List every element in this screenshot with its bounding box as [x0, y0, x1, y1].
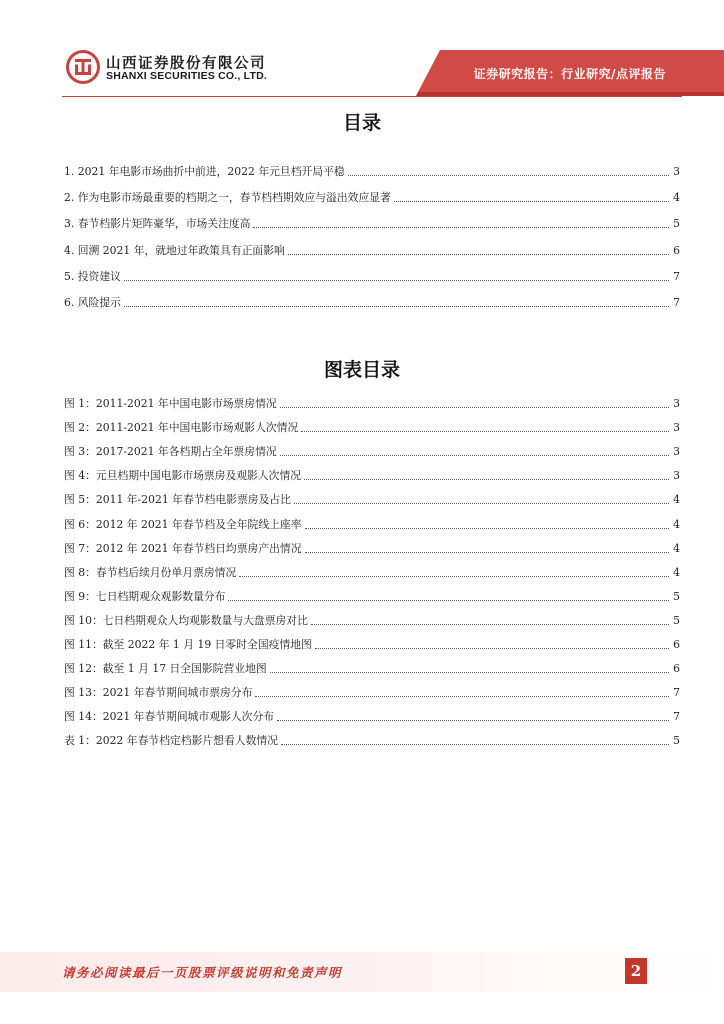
figure-index-entry-label: 图 14：2021 年春节期间城市观影人次分布 — [64, 710, 275, 724]
toc-entry-page: 7 — [673, 269, 680, 283]
dot-leader — [304, 479, 669, 480]
figure-index-entry[interactable] — [64, 636, 680, 652]
dot-leader — [124, 280, 669, 281]
figure-index-entry-label: 图 12：截至 1 月 17 日全国影院营业地图 — [64, 662, 267, 676]
figure-index-entry[interactable] — [64, 540, 680, 556]
toc-entry[interactable] — [64, 242, 680, 258]
report-header — [0, 0, 724, 100]
toc-entry-page: 3 — [673, 165, 680, 178]
figure-index-entry-label: 图 13：2021 年春节期间城市票房分布 — [64, 686, 253, 700]
figure-index-entry-page: 5 — [673, 613, 680, 627]
dot-leader — [348, 175, 669, 176]
figure-index-entry-page: 3 — [673, 469, 680, 483]
toc-entry-page: 6 — [673, 243, 680, 257]
toc-entry-page: 4 — [673, 191, 680, 205]
dot-leader — [277, 720, 669, 721]
figure-index-entry-page: 7 — [673, 710, 680, 724]
dot-leader — [281, 744, 669, 745]
figure-index-entry-page: 6 — [673, 638, 680, 651]
figure-index-entry-page: 4 — [673, 493, 680, 507]
figure-index-entry-page: 3 — [673, 421, 680, 435]
dot-leader — [288, 254, 669, 255]
figure-index-entry-page: 4 — [673, 565, 680, 579]
header-divider — [62, 96, 682, 97]
company-name-en: SHANXI SECURITIES CO., LTD. — [106, 70, 267, 82]
figure-index-entry[interactable] — [64, 443, 680, 459]
toc-entry-label: 4. 回溯 2021 年，就地过年政策具有正面影响 — [64, 243, 285, 257]
figure-index-entry[interactable] — [64, 612, 680, 628]
toc-entry-label: 3. 春节档影片矩阵豪华，市场关注度高 — [64, 217, 251, 231]
figure-index-entry[interactable] — [64, 516, 680, 532]
dot-leader — [315, 648, 669, 649]
figure-index-entry[interactable] — [64, 684, 680, 700]
dot-leader — [394, 201, 669, 202]
dot-leader — [305, 552, 669, 553]
figure-index-entry[interactable] — [64, 491, 680, 507]
figure-index-entry-label: 图 9：七日档期观众观影数量分布 — [64, 589, 226, 603]
toc-entry[interactable] — [64, 189, 680, 205]
toc-entry[interactable] — [64, 163, 680, 179]
dot-leader — [301, 431, 669, 432]
report-type-label: 证券研究报告：行业研究/点评报告 — [473, 67, 666, 81]
figure-index-title: 图表目录 — [323, 359, 400, 381]
figure-index-entry-label: 图 3：2017-2021 年各档期占全年票房情况 — [64, 445, 277, 459]
toc-entry-label: 1. 2021 年电影市场曲折中前进，2022 年元旦档开局平稳 — [64, 165, 345, 178]
toc-entry-label: 2. 作为电影市场最重要的档期之一，春节档档期效应与溢出效应显著 — [64, 191, 391, 205]
toc-entry-page: 7 — [673, 296, 680, 309]
dot-leader — [305, 528, 669, 529]
figure-index-entry-page: 4 — [673, 541, 680, 555]
figure-index-entry-page: 3 — [673, 397, 680, 410]
figure-index-entry-page: 5 — [673, 734, 680, 748]
figure-index-entry[interactable] — [64, 419, 680, 435]
figure-index-entry-page: 4 — [673, 517, 680, 531]
toc-entry-label: 5. 投资建议 — [64, 269, 121, 283]
figure-index-entry-page: 7 — [673, 686, 680, 700]
dot-leader — [270, 672, 669, 673]
figure-index-entry-label: 表 1：2022 年春节档定档影片想看人数情况 — [64, 734, 278, 748]
figure-index-entry[interactable] — [64, 395, 680, 411]
figure-index-entry[interactable] — [64, 708, 680, 724]
dot-leader — [239, 576, 669, 577]
toc-entry[interactable] — [64, 294, 680, 310]
dot-leader — [255, 696, 669, 697]
figure-index-entry-label: 图 4：元旦档期中国电影市场票房及观影人次情况 — [64, 469, 302, 483]
footer-disclaimer: 请务必阅读最后一页股票评级说明和免责声明 — [62, 965, 343, 980]
figure-index-entry-label: 图 8：春节档后续月份单月票房情况 — [64, 565, 237, 579]
dot-leader — [311, 624, 669, 625]
dot-leader — [124, 306, 669, 307]
header-banner — [0, 0, 724, 100]
dot-leader — [253, 227, 669, 228]
figure-index-entry-label: 图 10：七日档期观众人均观影数量与大盘票房对比 — [64, 613, 308, 627]
company-logo-icon — [66, 50, 100, 84]
figure-index-entry-label: 图 1：2011-2021 年中国电影市场票房情况 — [64, 397, 277, 410]
figure-index-entry-label: 图 11：截至 2022 年 1 月 19 日零时全国疫情地图 — [64, 638, 312, 651]
figure-index-entry-page: 6 — [673, 662, 680, 676]
figure-index-entry-label: 图 5：2011 年-2021 年春节档电影票房及占比 — [64, 493, 291, 507]
figure-index-entry-label: 图 6：2012 年 2021 年春节档及全年院线上座率 — [64, 517, 302, 531]
figure-index-entry-page: 3 — [673, 445, 680, 459]
figure-index-entry[interactable] — [64, 732, 680, 748]
figure-index-entry-label: 图 2：2011-2021 年中国电影市场观影人次情况 — [64, 421, 299, 435]
company-name-cn: 山西证券股份有限公司 — [106, 56, 266, 72]
dot-leader — [294, 503, 669, 504]
figure-index-entry[interactable] — [64, 564, 680, 580]
figure-index-entry-label: 图 7：2012 年 2021 年春节档日均票房产出情况 — [64, 541, 302, 555]
figure-index-entry[interactable] — [64, 588, 680, 604]
toc-title: 目录 — [342, 112, 381, 134]
toc-entry[interactable] — [64, 215, 680, 231]
toc-entry-label: 6. 风险提示 — [64, 296, 121, 309]
toc-entry[interactable] — [64, 268, 680, 284]
figure-index-entry[interactable] — [64, 660, 680, 676]
toc-entry-page: 5 — [673, 217, 680, 231]
dot-leader — [280, 455, 669, 456]
dot-leader — [280, 407, 669, 408]
figure-index-entry-page: 5 — [673, 589, 680, 603]
figure-index-entry[interactable] — [64, 467, 680, 483]
dot-leader — [228, 600, 669, 601]
page-number: 2 — [625, 958, 647, 984]
